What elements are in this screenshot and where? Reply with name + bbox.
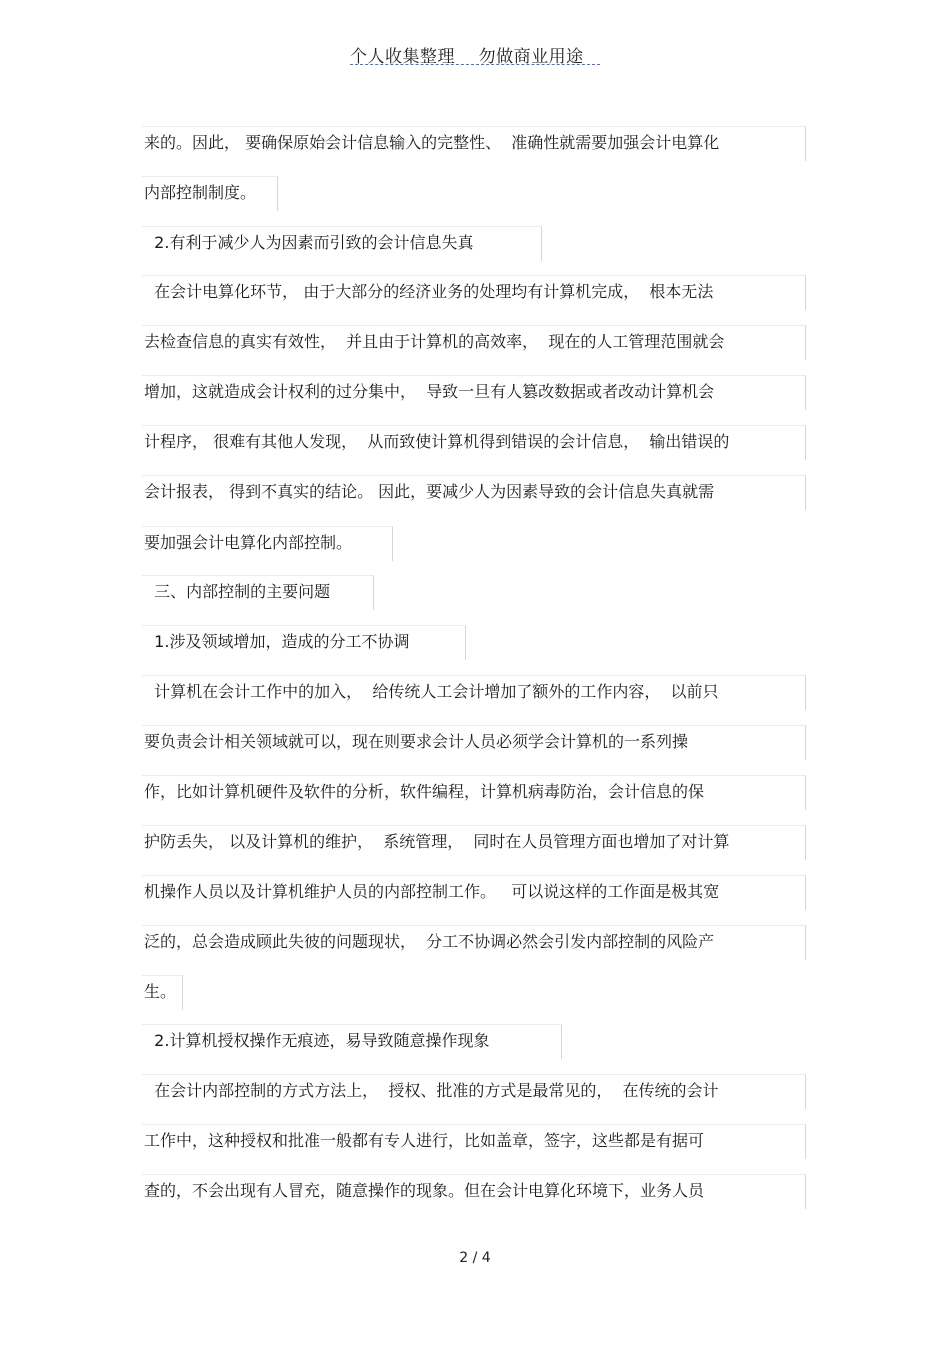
text-line: 2.计算机授权操作无痕迹，易导致随意操作现象 xyxy=(144,1031,490,1050)
text-line: 要负责会计相关领域就可以，现在则要求会计人员必须学会计算机的一系列操 xyxy=(144,732,689,751)
text-line: 去检查信息的真实有效性， 并且由于计算机的高效率， 现在的人工管理范围就会 xyxy=(144,332,725,351)
text-line: 计程序， 很难有其他人发现， 从而致使计算机得到错误的会计信息， 输出错误的 xyxy=(144,432,730,451)
text-line: 增加，这就造成会计权利的过分集中， 导致一旦有人篡改数据或者改动计算机会 xyxy=(144,382,715,401)
text-line: 三、内部控制的主要问题 xyxy=(144,582,331,601)
text-line: 来的。因此， 要确保原始会计信息输入的完整性、 准确性就需要加强会计电算化 xyxy=(144,133,720,152)
page-header: 个人收集整理 勿做商业用途 xyxy=(350,47,584,67)
text-line: 1.涉及领域增加，造成的分工不协调 xyxy=(144,632,410,651)
text-line: 泛的，总会造成顾此失彼的问题现状， 分工不协调必然会引发内部控制的风险产 xyxy=(144,932,715,951)
text-line: 查的，不会出现有人冒充，随意操作的现象。但在会计电算化环境下，业务人员 xyxy=(144,1181,705,1200)
text-line: 生。 xyxy=(144,982,177,1001)
text-line: 内部控制制度。 xyxy=(144,183,257,202)
text-line: 在会计电算化环节， 由于大部分的经济业务的处理均有计算机完成， 根本无法 xyxy=(144,282,714,301)
text-line: 计算机在会计工作中的加入， 给传统人工会计增加了额外的工作内容， 以前只 xyxy=(144,682,719,701)
text-line: 2.有利于减少人为因素而引致的会计信息失真 xyxy=(144,233,474,252)
text-line: 机操作人员以及计算机维护人员的内部控制工作。 可以说这样的工作面是极其宽 xyxy=(144,882,720,901)
text-line: 要加强会计电算化内部控制。 xyxy=(144,533,353,552)
text-line: 工作中，这种授权和批准一般都有专人进行，比如盖章，签字，这些都是有据可 xyxy=(144,1131,705,1150)
text-line: 会计报表， 得到不真实的结论。 因此，要减少人为因素导致的会计信息失真就需 xyxy=(144,482,715,501)
text-line: 作，比如计算机硬件及软件的分析，软件编程，计算机病毒防治，会计信息的保 xyxy=(144,782,705,801)
header-underline xyxy=(350,64,600,65)
text-line: 在会计内部控制的方式方法上， 授权、批准的方式是最常见的， 在传统的会计 xyxy=(144,1081,719,1100)
text-line: 护防丢失， 以及计算机的维护， 系统管理， 同时在人员管理方面也增加了对计算 xyxy=(144,832,730,851)
page-number: 2 / 4 xyxy=(459,1250,491,1266)
